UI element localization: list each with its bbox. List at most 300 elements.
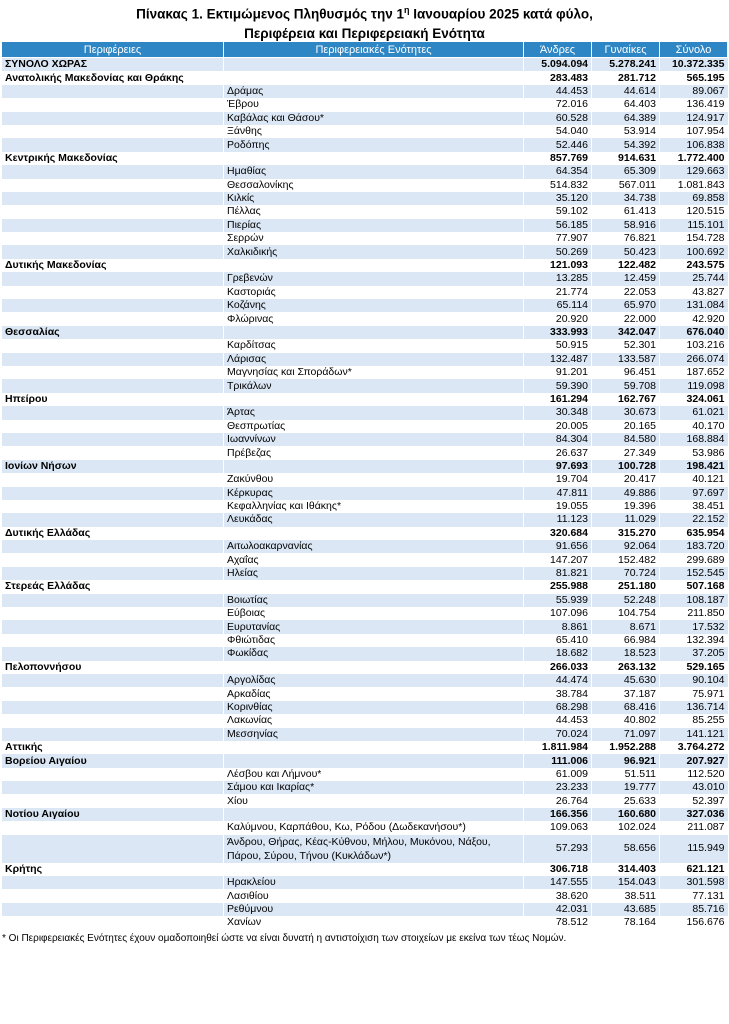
men-cell: 857.769 <box>524 152 592 165</box>
region-cell <box>2 138 224 151</box>
men-cell: 44.474 <box>524 674 592 687</box>
total-cell: 42.920 <box>660 312 728 325</box>
total-cell: 89.067 <box>660 85 728 98</box>
men-cell: 61.009 <box>524 768 592 781</box>
total-cell: 141.121 <box>660 728 728 741</box>
region-cell <box>2 781 224 794</box>
women-cell: 65.970 <box>592 299 660 312</box>
total-cell: 43.010 <box>660 781 728 794</box>
total-cell: 299.689 <box>660 553 728 566</box>
women-cell: 160.680 <box>592 808 660 821</box>
total-cell: 112.520 <box>660 768 728 781</box>
unit-cell: Λασιθίου <box>224 889 524 902</box>
women-cell: 54.392 <box>592 138 660 151</box>
region-cell <box>2 835 224 863</box>
total-cell: 168.884 <box>660 433 728 446</box>
total-cell: 132.394 <box>660 634 728 647</box>
unit-cell: Καρδίτσας <box>224 339 524 352</box>
unit-cell <box>224 741 524 754</box>
women-cell: 64.403 <box>592 98 660 111</box>
men-cell: 65.410 <box>524 634 592 647</box>
population-table <box>1 41 728 930</box>
men-cell: 59.102 <box>524 205 592 218</box>
women-cell: 92.064 <box>592 540 660 553</box>
table-row <box>2 567 728 580</box>
table-row <box>2 219 728 232</box>
region-cell <box>2 647 224 660</box>
region-cell <box>2 540 224 553</box>
unit-cell: Λέσβου και Λήμνου* <box>224 768 524 781</box>
unit-cell: Αχαΐας <box>224 553 524 566</box>
region-cell <box>2 513 224 526</box>
women-cell: 71.097 <box>592 728 660 741</box>
women-cell: 5.278.241 <box>592 58 660 72</box>
unit-cell <box>224 326 524 339</box>
total-cell: 154.728 <box>660 232 728 245</box>
women-cell: 96.921 <box>592 754 660 767</box>
total-cell: 198.421 <box>660 460 728 473</box>
table-row <box>2 433 728 446</box>
total-cell: 621.121 <box>660 863 728 876</box>
table-row <box>2 165 728 178</box>
men-cell: 38.620 <box>524 889 592 902</box>
region-cell <box>2 125 224 138</box>
total-cell: 40.121 <box>660 473 728 486</box>
women-cell: 58.916 <box>592 219 660 232</box>
men-cell: 60.528 <box>524 112 592 125</box>
total-cell: 75.971 <box>660 687 728 700</box>
unit-cell: Θεσπρωτίας <box>224 420 524 433</box>
men-cell: 50.915 <box>524 339 592 352</box>
total-cell: 53.986 <box>660 446 728 459</box>
women-cell: 52.248 <box>592 594 660 607</box>
unit-cell: Πέλλας <box>224 205 524 218</box>
women-cell: 133.587 <box>592 353 660 366</box>
table-row <box>2 821 728 834</box>
women-cell: 162.767 <box>592 393 660 406</box>
total-cell: 243.575 <box>660 259 728 272</box>
region-cell <box>2 205 224 218</box>
men-cell: 56.185 <box>524 219 592 232</box>
men-cell: 77.907 <box>524 232 592 245</box>
table-body <box>2 58 728 930</box>
total-cell: 22.152 <box>660 513 728 526</box>
table-row <box>2 85 728 98</box>
header-total: Σύνολο <box>660 42 728 58</box>
unit-cell: Κιλκίς <box>224 192 524 205</box>
total-cell: 266.074 <box>660 353 728 366</box>
title-line-1 <box>0 1 729 24</box>
total-cell: 676.040 <box>660 326 728 339</box>
unit-cell: Τρικάλων <box>224 379 524 392</box>
table-row <box>2 714 728 727</box>
table-row <box>2 339 728 352</box>
women-cell: 27.349 <box>592 446 660 459</box>
unit-cell: Ηρακλείου <box>224 876 524 889</box>
women-cell: 567.011 <box>592 179 660 192</box>
total-cell: 152.545 <box>660 567 728 580</box>
region-cell <box>2 98 224 111</box>
total-cell: 107.954 <box>660 125 728 138</box>
table-row <box>2 393 728 406</box>
total-cell: 103.216 <box>660 339 728 352</box>
women-cell: 19.777 <box>592 781 660 794</box>
men-cell: 44.453 <box>524 85 592 98</box>
women-cell: 1.952.288 <box>592 741 660 754</box>
women-cell: 43.685 <box>592 903 660 916</box>
women-cell: 22.000 <box>592 312 660 325</box>
men-cell: 54.040 <box>524 125 592 138</box>
footnote: * Οι Περιφερειακές Ενότητες έχουν ομαδοποιηθεί ώστε να είναι δυνατή η αντιστοίχιση των στοιχείων με εκείνα των τέως Νομών. <box>2 932 567 944</box>
men-cell: 20.005 <box>524 420 592 433</box>
unit-cell: Καστοριάς <box>224 286 524 299</box>
women-cell: 251.180 <box>592 580 660 593</box>
unit-cell: Ρεθύμνου <box>224 903 524 916</box>
women-cell: 11.029 <box>592 513 660 526</box>
unit-cell <box>224 580 524 593</box>
women-cell: 50.423 <box>592 245 660 258</box>
region-cell: Αττικής <box>2 741 224 754</box>
women-cell: 78.164 <box>592 916 660 929</box>
women-cell: 100.728 <box>592 460 660 473</box>
women-cell: 342.047 <box>592 326 660 339</box>
men-cell: 147.555 <box>524 876 592 889</box>
table-row <box>2 192 728 205</box>
region-cell: ΣΥΝΟΛΟ ΧΩΡΑΣ <box>2 58 224 72</box>
women-cell: 20.417 <box>592 473 660 486</box>
table-row <box>2 205 728 218</box>
region-cell <box>2 821 224 834</box>
region-cell <box>2 473 224 486</box>
total-cell: 100.692 <box>660 245 728 258</box>
header-row <box>2 42 728 58</box>
total-cell: 131.084 <box>660 299 728 312</box>
total-cell: 324.061 <box>660 393 728 406</box>
region-cell: Βορείου Αιγαίου <box>2 754 224 767</box>
unit-cell: Φωκίδας <box>224 647 524 660</box>
table-row <box>2 353 728 366</box>
title-line-2: Περιφέρεια και Περιφερειακή Ενότητα <box>244 25 485 41</box>
men-cell: 91.656 <box>524 540 592 553</box>
region-cell <box>2 903 224 916</box>
header-women: Γυναίκες <box>592 42 660 58</box>
total-cell: 156.676 <box>660 916 728 929</box>
women-cell: 19.396 <box>592 500 660 513</box>
region-cell <box>2 339 224 352</box>
men-cell: 121.093 <box>524 259 592 272</box>
total-cell: 136.714 <box>660 701 728 714</box>
region-cell <box>2 714 224 727</box>
region-cell: Κεντρικής Μακεδονίας <box>2 152 224 165</box>
table-row <box>2 179 728 192</box>
region-cell <box>2 312 224 325</box>
total-cell: 3.764.272 <box>660 741 728 754</box>
total-cell: 129.663 <box>660 165 728 178</box>
table-row <box>2 781 728 794</box>
unit-cell: Βοιωτίας <box>224 594 524 607</box>
total-cell: 115.949 <box>660 835 728 863</box>
total-cell: 1.081.843 <box>660 179 728 192</box>
men-cell: 26.764 <box>524 794 592 807</box>
table-row <box>2 741 728 754</box>
region-cell <box>2 192 224 205</box>
men-cell: 320.684 <box>524 527 592 540</box>
region-cell <box>2 179 224 192</box>
women-cell: 37.187 <box>592 687 660 700</box>
unit-cell: Έβρου <box>224 98 524 111</box>
total-cell: 61.021 <box>660 406 728 419</box>
men-cell: 21.774 <box>524 286 592 299</box>
women-cell: 25.633 <box>592 794 660 807</box>
unit-cell: Ζακύνθου <box>224 473 524 486</box>
men-cell: 70.024 <box>524 728 592 741</box>
region-cell <box>2 353 224 366</box>
women-cell: 68.416 <box>592 701 660 714</box>
women-cell: 12.459 <box>592 272 660 285</box>
region-cell <box>2 286 224 299</box>
region-cell <box>2 232 224 245</box>
women-cell: 65.309 <box>592 165 660 178</box>
table-row <box>2 299 728 312</box>
men-cell: 68.298 <box>524 701 592 714</box>
region-cell: Νοτίου Αιγαίου <box>2 808 224 821</box>
total-cell: 43.827 <box>660 286 728 299</box>
table-row <box>2 647 728 660</box>
total-cell: 1.772.400 <box>660 152 728 165</box>
total-cell: 327.036 <box>660 808 728 821</box>
region-cell: Ανατολικής Μακεδονίας και Θράκης <box>2 71 224 84</box>
women-cell: 34.738 <box>592 192 660 205</box>
men-cell: 20.920 <box>524 312 592 325</box>
total-cell: 69.858 <box>660 192 728 205</box>
men-cell: 64.354 <box>524 165 592 178</box>
total-cell: 77.131 <box>660 889 728 902</box>
men-cell: 107.096 <box>524 607 592 620</box>
total-cell: 183.720 <box>660 540 728 553</box>
women-cell: 281.712 <box>592 71 660 84</box>
men-cell: 23.233 <box>524 781 592 794</box>
table-row <box>2 152 728 165</box>
region-cell <box>2 500 224 513</box>
table-row <box>2 473 728 486</box>
unit-cell <box>224 152 524 165</box>
table-title <box>0 0 729 41</box>
women-cell: 70.724 <box>592 567 660 580</box>
region-cell <box>2 794 224 807</box>
men-cell: 65.114 <box>524 299 592 312</box>
table-row <box>2 98 728 111</box>
table-row <box>2 446 728 459</box>
unit-cell: Ηλείας <box>224 567 524 580</box>
table-row <box>2 487 728 500</box>
men-cell: 57.293 <box>524 835 592 863</box>
region-cell <box>2 728 224 741</box>
region-cell <box>2 687 224 700</box>
unit-cell <box>224 754 524 767</box>
title-superscript: η <box>403 5 410 15</box>
table-row <box>2 272 728 285</box>
region-cell <box>2 379 224 392</box>
unit-cell: Λακωνίας <box>224 714 524 727</box>
table-row <box>2 594 728 607</box>
unit-cell: Αργολίδας <box>224 674 524 687</box>
total-cell: 119.098 <box>660 379 728 392</box>
unit-cell: Καλύμνου, Καρπάθου, Κω, Ρόδου (Δωδεκανήσου*) <box>224 821 524 834</box>
unit-cell: Φλώρινας <box>224 312 524 325</box>
women-cell: 18.523 <box>592 647 660 660</box>
header-men: Άνδρες <box>524 42 592 58</box>
unit-cell: Κοζάνης <box>224 299 524 312</box>
total-cell: 136.419 <box>660 98 728 111</box>
unit-cell: Λευκάδας <box>224 513 524 526</box>
women-cell: 64.389 <box>592 112 660 125</box>
region-cell: Θεσσαλίας <box>2 326 224 339</box>
women-cell: 8.671 <box>592 620 660 633</box>
men-cell: 42.031 <box>524 903 592 916</box>
table-row <box>2 687 728 700</box>
women-cell: 59.708 <box>592 379 660 392</box>
table-row <box>2 138 728 151</box>
region-cell <box>2 406 224 419</box>
table-row <box>2 527 728 540</box>
unit-cell: Κέρκυρας <box>224 487 524 500</box>
title-line-1-post: Ιανουαρίου 2025 κατά φύλο, <box>409 6 593 22</box>
header-units: Περιφερειακές Ενότητες <box>224 42 524 58</box>
table-row <box>2 661 728 674</box>
unit-cell: Θεσσαλονίκης <box>224 179 524 192</box>
men-cell: 11.123 <box>524 513 592 526</box>
region-cell <box>2 112 224 125</box>
women-cell: 84.580 <box>592 433 660 446</box>
unit-cell: Πιερίας <box>224 219 524 232</box>
unit-cell: Μεσσηνίας <box>224 728 524 741</box>
total-cell: 120.515 <box>660 205 728 218</box>
total-cell: 38.451 <box>660 500 728 513</box>
total-cell: 565.195 <box>660 71 728 84</box>
table-row <box>2 379 728 392</box>
region-cell: Ηπείρου <box>2 393 224 406</box>
men-cell: 161.294 <box>524 393 592 406</box>
men-cell: 1.811.984 <box>524 741 592 754</box>
men-cell: 514.832 <box>524 179 592 192</box>
men-cell: 5.094.094 <box>524 58 592 72</box>
region-cell <box>2 420 224 433</box>
unit-cell: Καβάλας και Θάσου* <box>224 112 524 125</box>
men-cell: 132.487 <box>524 353 592 366</box>
women-cell: 53.914 <box>592 125 660 138</box>
unit-cell <box>224 808 524 821</box>
region-cell <box>2 487 224 500</box>
table-row <box>2 326 728 339</box>
women-cell: 315.270 <box>592 527 660 540</box>
header-regions: Περιφέρειες <box>2 42 224 58</box>
region-cell <box>2 607 224 620</box>
women-cell: 40.802 <box>592 714 660 727</box>
unit-cell: Χανίων <box>224 916 524 929</box>
total-cell: 108.187 <box>660 594 728 607</box>
women-cell: 58.656 <box>592 835 660 863</box>
unit-cell: Αιτωλοακαρνανίας <box>224 540 524 553</box>
table-row <box>2 728 728 741</box>
unit-cell <box>224 661 524 674</box>
unit-cell: Κορινθίας <box>224 701 524 714</box>
table-row <box>2 768 728 781</box>
men-cell: 147.207 <box>524 553 592 566</box>
region-cell: Δυτικής Ελλάδας <box>2 527 224 540</box>
women-cell: 66.984 <box>592 634 660 647</box>
region-cell: Πελοποννήσου <box>2 661 224 674</box>
title-line-1-pre: Πίνακας 1. Εκτιμώμενος Πληθυσμός την 1 <box>136 6 404 22</box>
total-cell: 17.532 <box>660 620 728 633</box>
unit-cell: Αρκαδίας <box>224 687 524 700</box>
women-cell: 49.886 <box>592 487 660 500</box>
men-cell: 59.390 <box>524 379 592 392</box>
women-cell: 22.053 <box>592 286 660 299</box>
table-row <box>2 366 728 379</box>
unit-cell <box>224 527 524 540</box>
unit-cell: Εύβοιας <box>224 607 524 620</box>
unit-cell: Φθιώτιδας <box>224 634 524 647</box>
men-cell: 109.063 <box>524 821 592 834</box>
table-row <box>2 916 728 929</box>
region-cell <box>2 299 224 312</box>
unit-cell <box>224 58 524 72</box>
women-cell: 314.403 <box>592 863 660 876</box>
men-cell: 166.356 <box>524 808 592 821</box>
men-cell: 8.861 <box>524 620 592 633</box>
men-cell: 19.704 <box>524 473 592 486</box>
total-cell: 115.101 <box>660 219 728 232</box>
men-cell: 97.693 <box>524 460 592 473</box>
unit-cell: Χαλκιδικής <box>224 245 524 258</box>
unit-cell: Λάρισας <box>224 353 524 366</box>
men-cell: 26.637 <box>524 446 592 459</box>
total-cell: 85.255 <box>660 714 728 727</box>
table-row <box>2 876 728 889</box>
unit-cell <box>224 863 524 876</box>
unit-cell: Κεφαλληνίας και Ιθάκης* <box>224 500 524 513</box>
unit-cell <box>224 460 524 473</box>
women-cell: 96.451 <box>592 366 660 379</box>
total-cell: 52.397 <box>660 794 728 807</box>
men-cell: 35.120 <box>524 192 592 205</box>
table-row <box>2 71 728 84</box>
total-cell: 90.104 <box>660 674 728 687</box>
table-row <box>2 701 728 714</box>
table-row <box>2 607 728 620</box>
table-row <box>2 125 728 138</box>
region-cell <box>2 433 224 446</box>
men-cell: 13.285 <box>524 272 592 285</box>
region-cell <box>2 594 224 607</box>
women-cell: 104.754 <box>592 607 660 620</box>
men-cell: 91.201 <box>524 366 592 379</box>
region-cell <box>2 701 224 714</box>
region-cell <box>2 446 224 459</box>
table-row <box>2 312 728 325</box>
women-cell: 61.413 <box>592 205 660 218</box>
region-cell <box>2 553 224 566</box>
table-row <box>2 553 728 566</box>
men-cell: 38.784 <box>524 687 592 700</box>
unit-cell: Ξάνθης <box>224 125 524 138</box>
men-cell: 18.682 <box>524 647 592 660</box>
women-cell: 45.630 <box>592 674 660 687</box>
total-cell: 635.954 <box>660 527 728 540</box>
unit-cell: Μαγνησίας και Σποράδων* <box>224 366 524 379</box>
region-cell <box>2 768 224 781</box>
table-row <box>2 232 728 245</box>
